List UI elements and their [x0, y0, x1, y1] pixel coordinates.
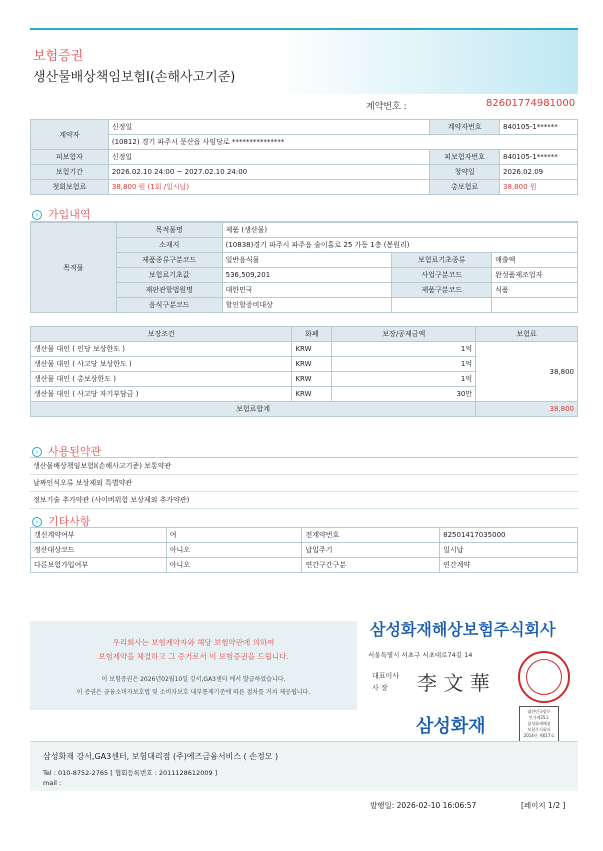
coverage-header: 화폐 — [292, 327, 332, 342]
contractor-name: 신정일 — [108, 120, 429, 135]
object-pair-value: 536,509,201 — [222, 268, 392, 283]
other-label: 납입주기 — [302, 543, 440, 558]
notice-box — [30, 621, 357, 710]
contractor-address: (10812) 경기 파주시 문산읍 사임당로 *************** — [108, 135, 577, 150]
other-label: 갱신계약여부 — [31, 528, 167, 543]
coverage-amount: 1억 — [332, 357, 476, 372]
object-pair-value: 완성품제조업자 — [492, 268, 578, 283]
stamp-line: 보험주식회사 — [527, 727, 551, 732]
contract-number-label: 계약번호 : — [366, 102, 407, 112]
other-label: 정산대상코드 — [31, 543, 167, 558]
total-premium: 38,800 원 — [500, 180, 578, 195]
stamp-line: 대한민국법무 — [527, 709, 551, 714]
insured-id-label: 피보험자번호 — [430, 150, 500, 165]
agent-info-box — [30, 741, 578, 791]
ceo-title-line: 대표이사 — [372, 672, 400, 680]
ceo-title-line: 사 장 — [372, 684, 388, 692]
issue-datetime: 발행일: 2026-02-10 16:06:57 — [370, 801, 477, 810]
coverage-table — [30, 326, 578, 417]
object-pair-value: 할인할증비대상 — [222, 298, 392, 313]
application-date: 2026.02.09 — [500, 165, 578, 180]
object-row-value: 제품 (생산물) — [222, 223, 577, 238]
object-pair-value: 식품 — [492, 283, 578, 298]
object-row-label: 목적물명 — [116, 223, 222, 238]
contractor-label: 계약자 — [31, 120, 109, 150]
insured-id: 840105-1****** — [500, 150, 578, 165]
other-value: 연간계약 — [440, 558, 578, 573]
coverage-currency: KRW — [292, 342, 332, 357]
other-value: 여 — [166, 528, 302, 543]
notice-line: 우리회사는 보험계약자와 해당 보험약관에 의하여 — [112, 638, 275, 647]
object-pair-label: 제품종류구분코드 — [116, 253, 222, 268]
object-pair-label: 음식구분코드 — [116, 298, 222, 313]
section-title-terms: › 사용된약관 — [32, 443, 101, 459]
first-premium-label: 첫회보험료 — [31, 180, 109, 195]
coverage-condition: 생산물 대인 ( 사고당 보상한도 ) — [31, 357, 292, 372]
object-row-label: 소재지 — [116, 238, 222, 253]
section-title-other: › 기타사항 — [32, 513, 91, 529]
company-address: 서울특별시 서초구 서초대로74길 14 — [368, 651, 473, 659]
other-label: 전계약번호 — [302, 528, 440, 543]
coverage-premium: 38,800 — [476, 342, 578, 402]
table-row — [31, 342, 578, 357]
premium-total-value: 38,800 — [476, 402, 578, 417]
application-date-label: 청약일 — [430, 165, 500, 180]
chevron-circle-icon: › — [32, 210, 42, 220]
other-value: 아니오 — [166, 558, 302, 573]
notice-line: 이 증권은 금융소비자보호법 및 소비자보호 내부통제기준에 따른 절차를 거쳐 제공됩니다. — [76, 689, 311, 696]
other-value: 일시납 — [440, 543, 578, 558]
agent-contact: Tel : 010-8752-2765 [ 협회등록번호 : 2011128612009 ] — [43, 769, 218, 777]
company-name: 삼성화재해상보험주식회사 — [370, 620, 556, 639]
terms-item: 생산물배상책임보험Ⅰ(손해사고기준) 보통약관 — [30, 458, 578, 475]
stamp-line: 인가제35호 — [528, 715, 550, 720]
first-premium: 38,800 원 (1회 /일시납) — [108, 180, 429, 195]
period-label: 보험기간 — [31, 165, 109, 180]
ceo-title — [372, 670, 399, 694]
coverage-amount: 1억 — [332, 342, 476, 357]
object-pair-value: 매출액 — [492, 253, 578, 268]
notice-sub — [30, 673, 357, 699]
stamp-line: 삼성화재해상 — [527, 721, 551, 726]
object-pair-label: 보험료기초값 — [116, 268, 222, 283]
contractor-id: 840105-1****** — [500, 120, 578, 135]
certification-stamp-icon — [519, 706, 559, 746]
coverage-header: 보장/공제금액 — [332, 327, 476, 342]
notice-line: 이 보험증권은 2026년02월10일 강서,GA3센터 에서 발급하였습니다. — [101, 676, 286, 683]
agent-mail: mail : — [43, 779, 62, 787]
other-info-table — [30, 527, 578, 573]
contractor-id-label: 계약자번호 — [430, 120, 500, 135]
chevron-circle-icon: › — [32, 447, 42, 457]
object-info-table — [30, 222, 578, 313]
object-pair-label: 제품구분코드 — [392, 283, 492, 298]
other-label: 연간구간구분 — [302, 558, 440, 573]
notice-line: 보험계약을 체결하고 그 증거로서 이 보험증권을 드립니다. — [98, 652, 289, 661]
ceo-signature: 李 文 華 — [417, 671, 490, 695]
notice-main — [30, 636, 357, 664]
other-value: 아니오 — [166, 543, 302, 558]
coverage-condition: 생산물 대인 ( 인당 보상한도 ) — [31, 342, 292, 357]
contract-number: 82601774981000 — [486, 98, 576, 109]
brand-logo: 삼성화재 — [416, 716, 486, 737]
coverage-header: 보험료 — [476, 327, 578, 342]
company-seal-icon — [518, 651, 570, 703]
terms-item: 정보기술 추가약관 (사이버위험 보상제외 추가약관) — [30, 492, 578, 509]
other-value: 82501417035000 — [440, 528, 578, 543]
terms-item: 날짜인식오류 보상제외 특별약관 — [30, 475, 578, 492]
coverage-currency: KRW — [292, 387, 332, 402]
coverage-currency: KRW — [292, 372, 332, 387]
coverage-amount: 1억 — [332, 372, 476, 387]
coverage-amount: 30만 — [332, 387, 476, 402]
object-pair-label: 사업구분코드 — [392, 268, 492, 283]
object-pair-label — [392, 298, 492, 313]
object-pair-value: 일반음식물 — [222, 253, 392, 268]
basic-info-table — [30, 119, 578, 195]
insured-label: 피보험자 — [31, 150, 109, 165]
product-title: 생산물배상책임보험Ⅰ(손해사고기준) — [33, 70, 236, 85]
other-label: 다른보험가입여부 — [31, 558, 167, 573]
object-row-value: (10838)경기 파주시 파주읍 술이홀로 25 가동 1층 (봉원리) — [222, 238, 577, 253]
object-pair-value — [492, 298, 578, 313]
page-number: [페이지 1/2 ] — [521, 801, 566, 810]
object-pair-value: 대한민국 — [222, 283, 392, 298]
coverage-condition: 생산물 대인 ( 사고당 자기부담금 ) — [31, 387, 292, 402]
total-premium-label: 총보험료 — [430, 180, 500, 195]
object-pair-label: 재판관할법원명 — [116, 283, 222, 298]
object-pair-label: 보험료기초종류 — [392, 253, 492, 268]
object-label: 목적물 — [31, 223, 117, 313]
insurance-period: 2026.02.10 24:00 ~ 2027.02.10 24:00 — [108, 165, 429, 180]
premium-total-label: 보험료합계 — [31, 402, 476, 417]
agent-name: 삼성화재 강서,GA3센터, 보험대리점 (주)에즈금융서비스 ( 손정모 ) — [43, 752, 279, 761]
stamp-line: 2014년 제017호 — [523, 733, 555, 738]
coverage-currency: KRW — [292, 357, 332, 372]
coverage-condition: 생산물 대인 ( 총보상한도 ) — [31, 372, 292, 387]
document-type: 보험증권 — [33, 49, 84, 64]
coverage-header: 보장조건 — [31, 327, 292, 342]
section-title-coverage: › 가입내역 — [32, 206, 91, 222]
insured-name: 신정일 — [108, 150, 429, 165]
chevron-circle-icon: › — [32, 517, 42, 527]
